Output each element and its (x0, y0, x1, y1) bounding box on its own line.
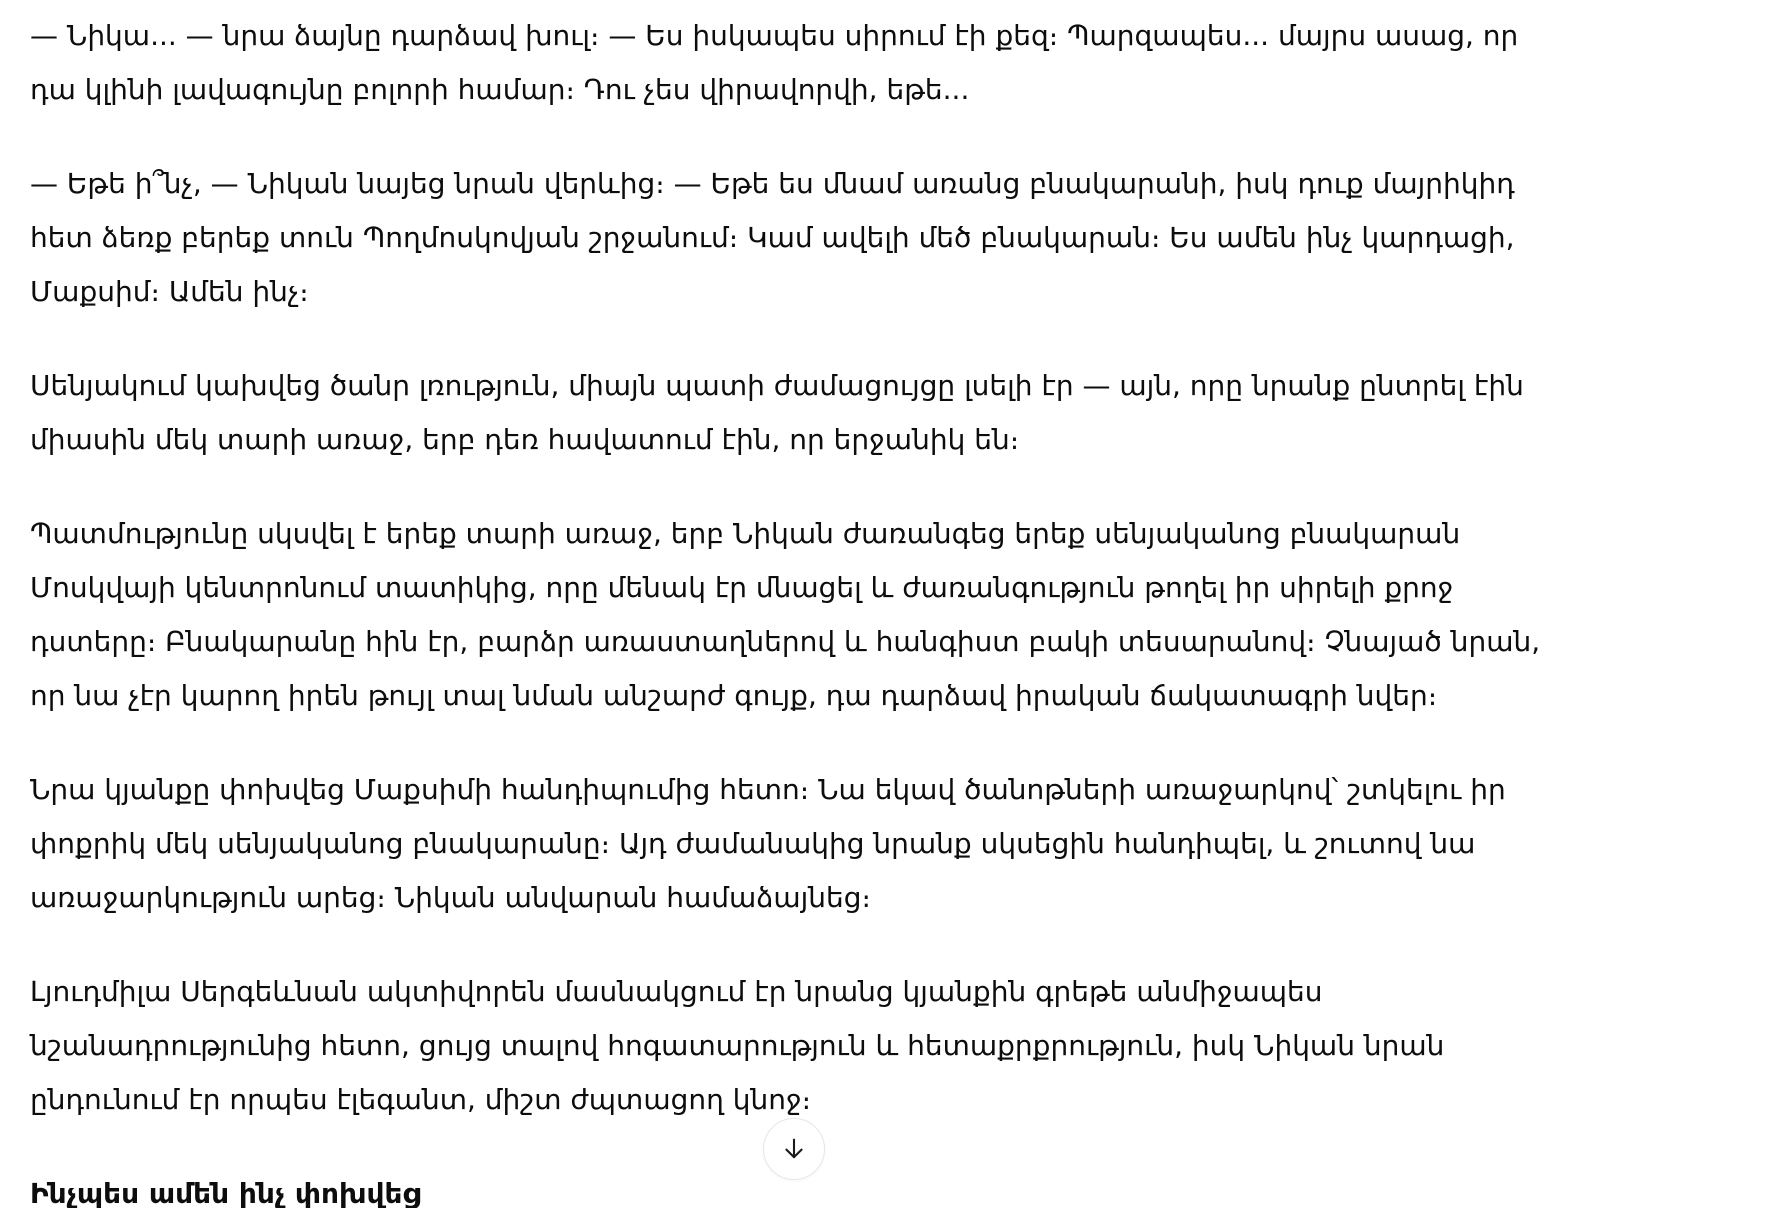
text-line: Մոսկվայի կենտրոնում տատիկից, որը մենակ էր մնացել և ժառանգություն թողել իր սիրելի քրոջ (30, 571, 1454, 604)
text-line: փոքրիկ մեկ սենյականոց բնակարանը։ Այդ ժամանակից նրանք սկսեցին հանդիպել, և շուտով նա (30, 827, 1476, 860)
text-line: Նրա կյանքը փոխվեց Մաքսիմի հանդիպումից հետո։ Նա եկավ ծանոթների առաջարկով՝ շտկելու իր (30, 773, 1506, 806)
text-line: Սենյակում կախվեց ծանր լռություն, միայն պատի ժամացույցը լսելի էր — այն, որը նրանք ընտրել էին (30, 369, 1524, 402)
text-line: միասին մեկ տարի առաջ, երբ դեռ հավատում էին, որ երջանիկ են։ (30, 423, 1020, 456)
text-line: նշանադրությունից հետո, ցույց տալով հոգատարություն և հետաքրքրություն, իսկ Նիկան նրան (30, 1029, 1445, 1062)
text-line: ընդունում էր որպես էլեգանտ, միշտ ժպտացող կնոջ։ (30, 1083, 812, 1116)
text-line: — Նիկա... — նրա ձայնը դարձավ խուլ։ — Ես իսկապես սիրում էի քեզ։ Պարզապես... մայրս ասաց, որ (30, 19, 1519, 52)
paragraph (30, 763, 1784, 925)
scroll-to-bottom-button[interactable] (763, 1118, 825, 1180)
paragraph (30, 965, 1784, 1127)
text-line: դստերը։ Բնակարանը հին էր, բարձր առաստաղներով և հանգիստ բակի տեսարանով։ Չնայած նրան, (30, 625, 1541, 658)
paragraph (30, 9, 1784, 117)
text-line: առաջարկություն արեց։ Նիկան անվարան համաձայնեց։ (30, 881, 871, 914)
text-line: — Եթե ի՞նչ, — Նիկան նայեց նրան վերևից։ — Եթե ես մնամ առանց բնակարանի, իսկ դուք մայրիկիդ (30, 167, 1515, 200)
paragraph (30, 507, 1784, 723)
text-line: դա կլինի լավագույնը բոլորի համար։ Դու չես վիրավորվի, եթե... (30, 73, 970, 106)
text-line: Մաքսիմ։ Ամեն ինչ։ (30, 275, 309, 308)
section-heading: Ինչպես ամեն ինչ փոխվեց (30, 1177, 421, 1208)
paragraph (30, 157, 1784, 319)
paragraph (30, 359, 1784, 467)
down-arrow-icon (780, 1135, 808, 1163)
text-line: Լյուդմիլա Սերգեևնան ակտիվորեն մասնակցում էր նրանց կյանքին գրեթե անմիջապես (30, 975, 1323, 1008)
text-line: Պատմությունը սկսվել է երեք տարի առաջ, երբ Նիկան ժառանգեց երեք սենյականոց բնակարան (30, 517, 1461, 550)
text-line: որ նա չէր կարող իրեն թույլ տալ նման անշարժ գույք, դա դարձավ իրական ճակատագրի նվեր։ (30, 679, 1438, 712)
text-line: հետ ձեռք բերեք տուն Պողմոսկովյան շրջանում։ Կամ ավելի մեծ բնակարան։ Ես ամեն ինչ կարդացի, (30, 221, 1515, 254)
